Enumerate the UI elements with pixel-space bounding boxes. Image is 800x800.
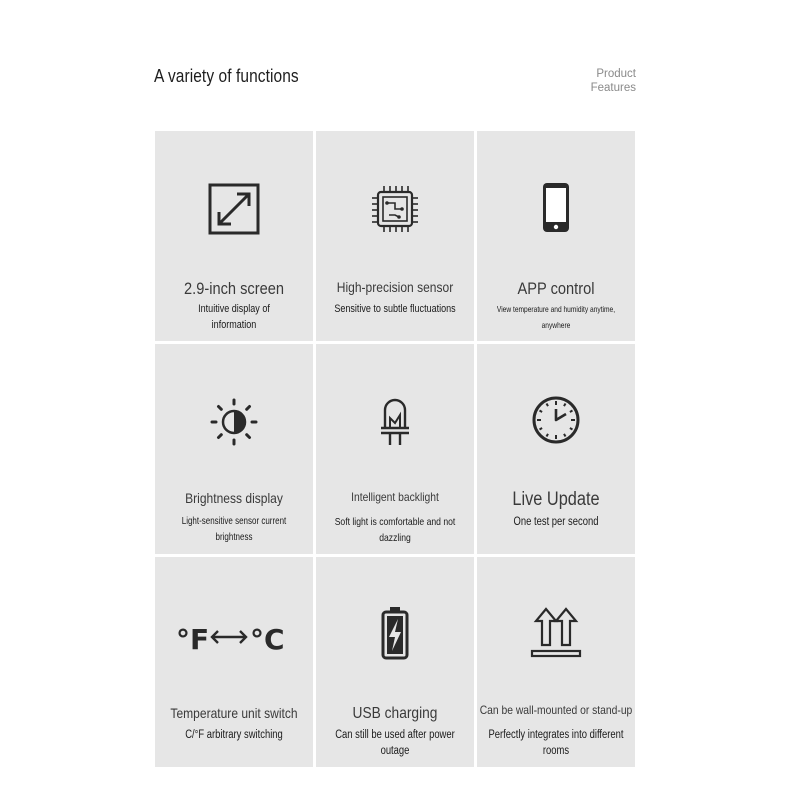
feature-description xyxy=(161,301,307,333)
feature-description-line-1: Soft light is comfortable and not dazzling xyxy=(334,516,456,544)
unit-celsius-label: °C xyxy=(250,623,285,656)
feature-card-backlight xyxy=(316,344,474,554)
feature-card-usb-charging xyxy=(316,557,474,767)
section-subtitle xyxy=(591,67,636,95)
feature-name: 2.9-inch screen xyxy=(184,279,284,298)
feature-card-unit-switch xyxy=(155,557,313,767)
feature-description xyxy=(322,514,468,546)
feature-card-brightness xyxy=(155,344,313,554)
feature-description xyxy=(322,301,468,317)
feature-name: APP control xyxy=(517,279,595,298)
brightness-icon xyxy=(204,392,264,452)
feature-card-mounting xyxy=(477,557,635,767)
feature-card-app xyxy=(477,131,635,341)
feature-description-line-2: information xyxy=(211,319,257,331)
feature-name: USB charging xyxy=(352,705,438,722)
feature-description-line-1: C/°F arbitrary switching xyxy=(185,729,283,741)
feature-description-line-1: Intuitive display of xyxy=(198,303,270,315)
feature-name: Temperature unit switch xyxy=(170,705,298,721)
subtitle-line-1: Product xyxy=(596,68,636,80)
feature-description xyxy=(163,514,305,546)
feature-description xyxy=(487,301,626,333)
chip-icon xyxy=(365,179,425,239)
feature-card-live-update xyxy=(477,344,635,554)
feature-name: High-precision sensor xyxy=(336,279,454,295)
unit-fahrenheit-label: °F xyxy=(176,623,210,656)
feature-description-line-1: Can still be used after power outage xyxy=(335,729,455,757)
clock-icon xyxy=(526,392,586,452)
page-title: A variety of functions xyxy=(154,66,299,86)
upright-arrows-icon xyxy=(526,605,586,665)
feature-description-line-1: Sensitive to subtle fluctuations xyxy=(334,303,456,315)
feature-description-line-1: View temperature and humidity anytime, anywhere xyxy=(496,304,616,330)
feature-name: Live Update xyxy=(512,489,600,510)
led-icon xyxy=(365,392,425,452)
feature-description xyxy=(483,727,629,759)
feature-name: Can be wall-mounted or stand-up xyxy=(479,703,633,717)
unit-switch-icon xyxy=(174,605,294,665)
feature-description-line-1: Perfectly integrates into different rooms xyxy=(488,729,624,757)
feature-description-line-1: One test per second xyxy=(513,516,599,528)
feature-description xyxy=(322,727,468,759)
expand-diagonal-icon xyxy=(204,179,264,239)
feature-card-screen xyxy=(155,131,313,341)
subtitle-line-2: Features xyxy=(590,82,636,94)
battery-charging-icon xyxy=(365,605,425,665)
feature-card-sensor xyxy=(316,131,474,341)
feature-name: Brightness display xyxy=(185,490,283,506)
smartphone-icon xyxy=(526,179,586,239)
feature-description xyxy=(161,727,307,743)
feature-grid xyxy=(155,131,636,768)
feature-description xyxy=(483,514,629,530)
feature-description-line-1: Light-sensitive sensor current brightness xyxy=(181,516,287,543)
feature-name: Intelligent backlight xyxy=(351,490,439,504)
